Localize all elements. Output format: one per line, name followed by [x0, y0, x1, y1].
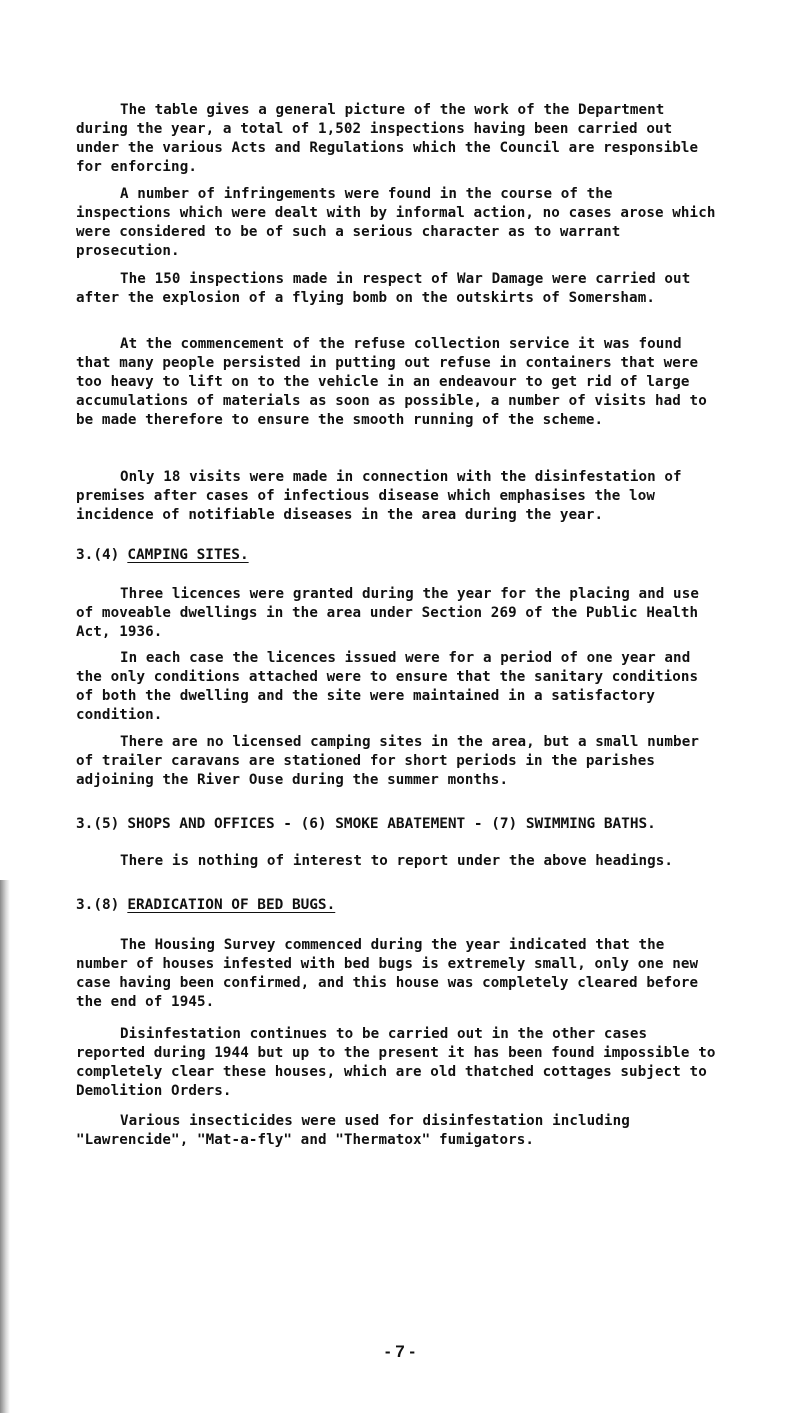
heading-eradication-bed-bugs [76, 896, 335, 915]
scan-edge-shadow [0, 880, 10, 1413]
paragraph-refuse-collection: At the commencement of the refuse collection service it was found that many people persisted in putting out refuse in containers that were too heavy to lift on to the vehicle in an endeavour to get rid of large accumulations of materials as soon as possible, a number of visits had to be made therefore to ensure the smooth running of the scheme. [76, 336, 707, 428]
page-number: - 7 - [384, 1342, 416, 1361]
paragraph-nothing-to-report: There is nothing of interest to report under the above headings. [120, 853, 674, 869]
paragraph-war-damage: The 150 inspections made in respect of War Damage were carried out after the explosion of a flying bomb on the outskirts of Somersham. [76, 271, 691, 306]
heading-title: CAMPING SITES. [127, 547, 249, 563]
paragraph-insecticides: Various insecticides were used for disinfestation including "Lawrencide", "Mat-a-fly" and "Thermatox" fumigators. [76, 1113, 630, 1148]
paragraph-housing-survey: The Housing Survey commenced during the year indicated that the number of houses infested with bed bugs is extremely small, only one new case having been confirmed, and this house was completely cleared before the end of 1945. [76, 937, 699, 1010]
paragraph-infringements: A number of infringements were found in the course of the inspections which were dealt with by informal action, no cases arose which were considered to be of such a serious character as to warrant prosecution. [76, 186, 716, 259]
heading-title: ERADICATION OF BED BUGS. [127, 897, 336, 913]
heading-number: 3.(8) [76, 897, 120, 913]
heading-number: 3.(5) [76, 816, 120, 832]
heading-shops-smoke-baths [76, 815, 656, 834]
heading-number: 3.(4) [76, 547, 120, 563]
paragraph-disinfestation-visits: Only 18 visits were made in connection with the disinfestation of premises after cases of infectious disease which emphasises the low incidence of notifiable diseases in the area during the year. [76, 469, 682, 523]
paragraph-inspections-total: The table gives a general picture of the work of the Department during the year, a total of 1,502 inspections having been carried out under the various Acts and Regulations which the Council are responsible for enforcing. [76, 102, 699, 175]
paragraph-camping-sites: There are no licensed camping sites in the area, but a small number of trailer caravans are stationed for short periods in the parishes adjoining the River Ouse during the summer months. [76, 734, 699, 788]
paragraph-licence-conditions: In each case the licences issued were for a period of one year and the only conditions attached were to ensure that the sanitary conditions of both the dwelling and the site were maintained in a satisfactory condition. [76, 650, 699, 723]
paragraph-licences-granted: Three licences were granted during the year for the placing and use of moveable dwellings in the area under Section 269 of the Public Health Act, 1936. [76, 586, 699, 640]
paragraph-disinfestation-continues: Disinfestation continues to be carried out in the other cases reported during 1944 but up to the present it has been found impossible to completely clear these houses, which are old thatched cottages subject to Demolition Orders. [76, 1026, 716, 1099]
heading-camping-sites [76, 546, 249, 565]
heading-title: SHOPS AND OFFICES - (6) SMOKE ABATEMENT - (7) SWIMMING BATHS. [127, 816, 656, 832]
